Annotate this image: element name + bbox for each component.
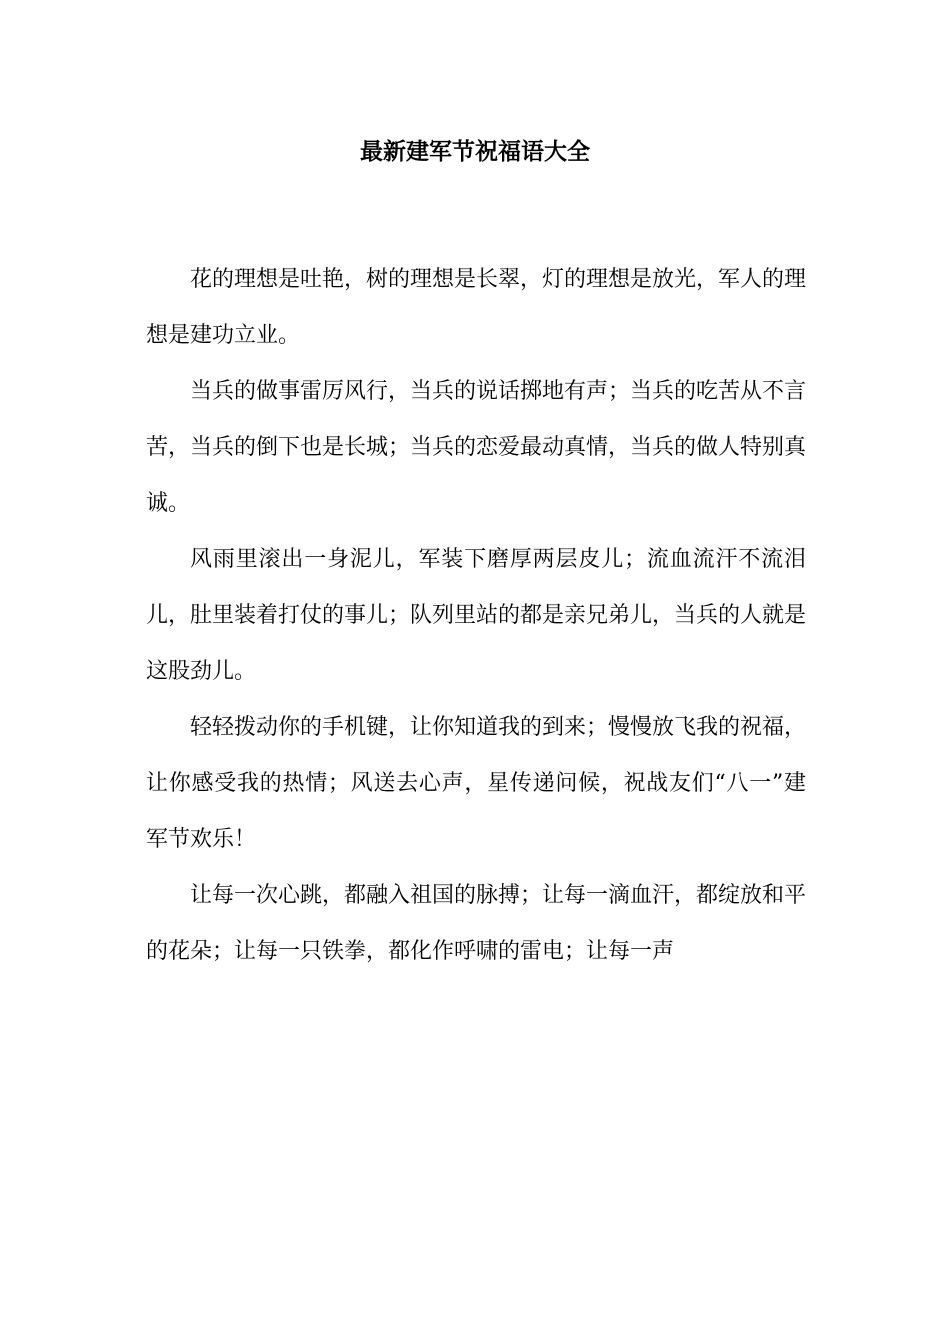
paragraph-2: 当兵的做事雷厉风行，当兵的说话掷地有声；当兵的吃苦从不言苦，当兵的倒下也是长城；当兵的恋爱最动真情，当兵的做人特别真诚。 <box>146 379 807 516</box>
paragraph-4: 轻轻拨动你的手机键，让你知道我的到来；慢慢放飞我的祝福，让你感受我的热情；风送去心声，星传递问候，祝战友们“八一”建军节欢乐！ <box>146 715 807 852</box>
document-body <box>146 252 806 980</box>
paragraph-3: 风雨里滚出一身泥儿，军装下磨厚两层皮儿；流血流汗不流泪儿，肚里装着打仗的事儿；队列里站的都是亲兄弟儿，当兵的人就是这股劲儿。 <box>146 547 807 684</box>
paragraph-5: 让每一次心跳，都融入祖国的脉搏；让每一滴血汗，都绽放和平的花朵；让每一只铁拳，都化作呼啸的雷电；让每一声 <box>146 883 807 964</box>
document-title: 最新建军节祝福语大全 <box>360 138 590 165</box>
paragraph-1: 花的理想是吐艳，树的理想是长翠，灯的理想是放光，军人的理想是建功立业。 <box>146 267 807 348</box>
